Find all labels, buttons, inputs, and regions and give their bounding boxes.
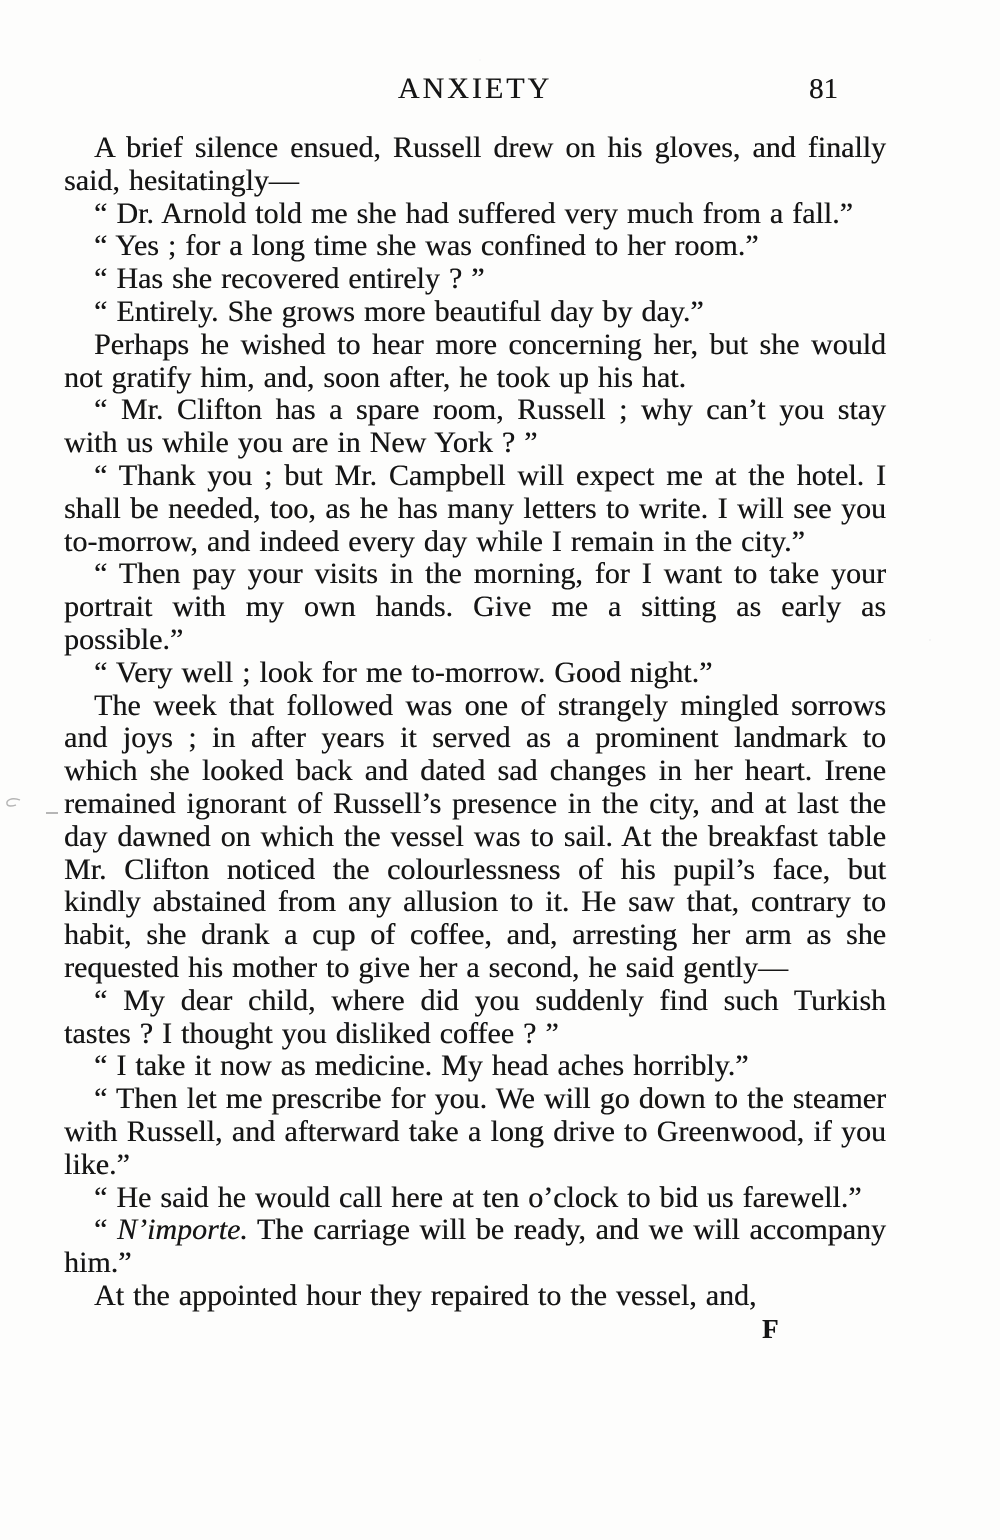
paragraph-narration: The week that followed was one of strangely mingled sorrows and joys ; in after years it served as a prominent landmark to which she looked back and dated sad changes in her heart. Irene remained ignorant of Russell’s presence in the city, and at last the day dawned on which the vessel was to sail. At the breakfast table Mr. Clifton noticed the colourlessness of his pupil’s face, but kindly abstained from any allusion to it. He saw that, contrary to habit, she drank a cup of coffee, and, arresting her arm as she requested his mother to give her a second, he said gently—	[64, 688, 886, 984]
paragraph-dialogue: “ Dr. Arnold told me she had suffered very much from a fall.”	[94, 196, 853, 230]
running-title: ANXIETY	[397, 72, 553, 105]
scan-speck	[46, 812, 58, 814]
paragraph-dialogue: “ Very well ; look for me to-morrow. Good night.”	[94, 655, 713, 689]
dialogue-open-quote: “	[94, 1213, 117, 1247]
dialogue-rest: The carriage will be ready, and we will accompany him.”	[64, 1213, 886, 1280]
foreign-phrase-italic: N’importe.	[116, 1213, 248, 1247]
printer-signature-mark: F	[762, 1313, 779, 1344]
paragraph-dialogue: “ Yes ; for a long time she was confined to her room.”	[94, 229, 759, 263]
paragraph-dialogue: “ Then pay your visits in the morning, for I want to take your portrait with my own hands. Give me a sitting as early as possible.”	[64, 557, 886, 656]
paragraph-narration: At the appointed hour they repaired to the vessel, and,	[94, 1278, 757, 1312]
paragraph-dialogue: “ Thank you ; but Mr. Campbell will expect me at the hotel. I shall be needed, too, as he has many letters to write. I will see you to-morrow, and indeed every day while I remain in the city.”	[64, 458, 886, 558]
pencil-margin-mark	[4, 796, 22, 812]
page-number: 81	[809, 73, 838, 105]
paragraph-dialogue: “ He said he would call here at ten o’clock to bid us farewell.”	[94, 1180, 862, 1214]
paragraph-dialogue: “ I take it now as medicine. My head aches horribly.”	[94, 1049, 749, 1083]
page-header	[0, 0, 1000, 106]
paragraph-dialogue: “ My dear child, where did you suddenly find such Turkish tastes ? I thought you disliked coffee ? ”	[64, 983, 886, 1050]
body-text	[64, 132, 886, 1313]
paragraph-dialogue: “ Has she recovered entirely ? ”	[94, 262, 485, 296]
paragraph-dialogue: “ Mr. Clifton has a spare room, Russell ; why can’t you stay with us while you are in New York ? ”	[64, 393, 886, 460]
paragraph-narration: A brief silence ensued, Russell drew on his gloves, and finally said, hesitatingly—	[64, 131, 886, 197]
paragraph-dialogue: “ Entirely. She grows more beautiful day by day.”	[94, 294, 704, 328]
paragraph-narration: Perhaps he wished to hear more concerning her, but she would not gratify him, and, soon after, he took up his hat.	[64, 327, 886, 394]
paragraph-dialogue	[64, 1214, 886, 1280]
paragraph-dialogue: “ Then let me prescribe for you. We will go down to the steamer with Russell, and afterward take a long drive to Greenwood, if you like.”	[64, 1082, 886, 1181]
